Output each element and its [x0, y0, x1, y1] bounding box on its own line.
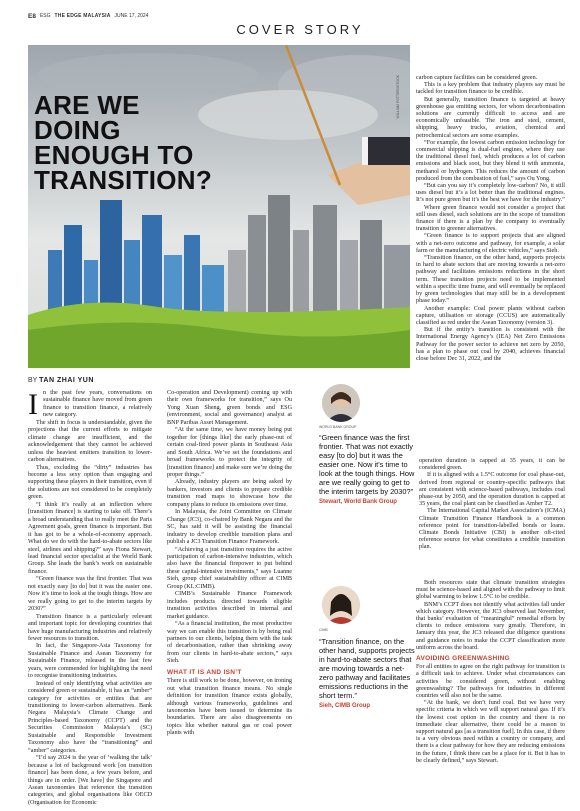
stewart-photo [322, 384, 360, 422]
paragraph: CIMB’s Sustainable Finance Framework includes products directed towards eligible transition activities described in internal and market guidance. [167, 591, 292, 620]
paragraph: But generally, transition finance is targeted at heavy greenhouse gas emitting sectors, for whom decarbonisation solutions are currently difficult to access and are economically unfeasible. The iron and steel, cement, shipping, heavy trucks, aviation, chemical and petrochemical sectors are some examples. [416, 96, 565, 139]
quote-text: “Transition finance, on the other hand, supports projects in hard-to-abate sectors that are moving towards a net-zero pathway and facilitates emissions reductions in the short term.” [319, 637, 415, 700]
paragraph: BNM’s CCPT does not identify what activities fall under which category. However, the JC3 observed last November, that banks’ evaluation of “meaningful” remedial efforts by clients to reduce emissions vary greatly. Therefore, in January this year, the JC3 released due diligence questions and guidance notes to make the CCPT classification more uniform across the board. [416, 601, 565, 651]
paragraph: Co-operation and Development) coming up with their own frameworks for transition,” says Ou Yong Xuan Sheng, green bonds and ESG (environment, social and governance) analyst at BNP Paribas Asset Management. [167, 390, 292, 426]
sieh-photo [322, 586, 360, 624]
page-number: E8 [28, 12, 36, 20]
paragraph: carbon capture facilities can be considered green. [416, 75, 538, 81]
paragraph: Transition finance is a particularly relevant and important topic for developing countries that have huge manufacturing industries and relatively fewer resources to transition. [28, 613, 152, 642]
paragraph: Where green finance would not consider a project that still uses diesel, such solutions are in the scope of transition finance if there is a plan by the company to eventually transition to greener alternatives. [416, 204, 565, 233]
paragraph: In Malaysia, the Joint Committee on Climate Change (JC3), co-chaired by Bank Negara and the SC, has said it will be assisting the financial industry to develop credible transition plans and publish a JC3 Transition Finance Framework. [167, 509, 292, 546]
section-label: COVER STORY [236, 22, 364, 37]
paragraph: n the past few years, conversations on sustainable finance have moved from green finance to transition finance, a relatively new category. [43, 390, 152, 419]
paragraph: Thus, excluding the “dirty” industries has become a less sexy option than engaging and supporting these players in their transition, even if the solutions are not considered to be completely green. [28, 464, 152, 501]
paragraph: Both resources state that climate transition strategies must be science-based and aligned with the pathway to limit global warming to below 1.5°C to be credible. [416, 580, 565, 601]
paragraph: “Achieving a just transition requires the active participation of carbon-intensive industries, which also have the financial firepower to put behind these capital-intensive investments,” says Luanne Sieh, group chief sustainability officer at CIMB Group (KL:CIMB). [167, 546, 292, 590]
paragraph: operation duration is capped at 35 years, it can be considered green. [419, 458, 565, 472]
paragraph: Instead of only identifying what activities are considered green or sustainable, it has an “amber” category for activities or entities that are transitioning to lower-carbon alternatives. Bank Negara Malaysia’s Climate Change and Principles-based Taxonomy (CCPT) and the Securities Commission Malaysia’s (SC) Sustainable and Responsible Investment Taxonomy also have the “transitioning” and “amber” categories. [28, 680, 152, 754]
paragraph: But if the entity’s transition is consistent with the International Energy Agency’s (IEA) Net Zero Emissions Pathway for the power sector to achieve net zero by 2050, has a plan to phase out coal by 2040, achieves financial close before Dec 31, 2022, and the [416, 327, 565, 362]
quote-attribution: Sieh, CIMB Group [319, 703, 370, 709]
paragraph: Another example: Coal power plants without carbon capture, utilisation or storage (CCUS) are automatically classified as red under the Asean Taxonomy (version 3). [416, 305, 565, 326]
paragraph: The International Capital Market Association’s (ICMA) Climate Transition Finance Handbook is a common reference point for transition-labelled bonds or loans. Climate Bonds Initiative (CBI) is another oft-cited reference source for what constitutes a credible transition plan. [419, 508, 565, 551]
paragraph: “Transition finance, on the other hand, supports projects in hard to abate sectors that are moving towards a net-zero pathway and facilitates emissions reductions in the short term. These transition projects need to be implemented within a specific time frame, and will eventually be replaced by green technologies that may still be in a development phase today.” [416, 255, 565, 305]
byline-prefix: BY [28, 377, 38, 384]
paragraph: “As a financial institution, the most productive way we can enable this transition is by being real partners to our clients, helping them with the task of decarbonisation, rather than shrinking away from our clients in hard-to-abate sectors,” says Sieh. [167, 621, 292, 665]
article-column-4a [419, 458, 565, 552]
paragraph: “I think it’s really at an inflection where [transition finance] is starting to take off. There’s a broad understanding that to really meet the Paris Agreement goals, green finance is important. But it has got to be a whole-of-economy approach. What do we do with the hard-to-abate sectors like steel, airlines and shipping?” says Fiona Stewart, lead financial sector specialist at the World Bank Group. She leads the bank’s work on sustainable finance. [28, 501, 152, 575]
article-column-2 [167, 390, 292, 738]
issue-date: JUNE 17, 2024 [114, 13, 149, 19]
subheading: WHAT IT IS AND ISN’T [167, 668, 242, 676]
paragraph: This is a key problem that industry players say must be tackled for transition finance to be credible. [416, 82, 565, 96]
byline-author: TAN ZHAI YUN [39, 377, 94, 384]
paragraph: “I’d say 2024 is the year of ‘walking the talk’ because a lot of background work [on transition finance] has been done, a few years before, and things are in order. [We have] the Singapore and Asean taxonomies that reference the transition categories, and global organisations like OECD (Organisation for Economic [28, 755, 152, 806]
article-column-4b [416, 580, 565, 765]
byline [28, 377, 94, 384]
paragraph: For all entities to agree on the right pathway for transition is a difficult task to achieve. Under what circumstances can activities be considered green, without enabling greenwashing? The pathways for industries in different countries will also not be the same. [416, 664, 565, 700]
photo-credit: WILLIAM POTTER/ISTOCK [396, 75, 400, 119]
section-name: ESG [39, 13, 51, 19]
pull-quote-stewart [319, 433, 415, 507]
paragraph: “At the bank, we don’t fund coal. But we have very specific criteria in which we will support natural gas. If it’s the lowest cost option in the country and there is no immediate clear alternative, there could be a reason to support natural gas [as a transition fuel]. In this case, if there is a very obvious need within a country or company, and there is a clear pathway for how they are reducing emissions in the future, I think there can be a place for it. But it has to be clearly defined,” says Stewart. [416, 700, 565, 764]
paragraph: “For example, the lowest carbon emission technology for commercial shipping is dual-fuel engines, where they use the traditional diesel fuel, which produces a lot of carbon emissions and black soot, but they blend it with ammonia, methanol or hydrogen. This reduces the amount of carbon produced from the combustion of fuel,” says Ou Yong. [416, 139, 565, 182]
photo-caption: WORLD BANK GROUP [319, 425, 357, 429]
article-column-3 [416, 75, 565, 363]
drop-cap: I [28, 388, 38, 421]
paragraph: “Green finance is to support projects that are aligned with a net-zero outcome and pathway, for example, a solar farm or the manufacturing of electric vehicles,” says Sieh. [416, 233, 565, 254]
paragraph: The shift in focus is understandable, given the projections that the current efforts to mitigate climate change are insufficient, and the acknowledgement that they cannot be achieved unless the heaviest emitters transition to lower-carbon alternatives. [28, 419, 152, 464]
paragraph: “At the same time, we have money being put together for [things like] the early phase-out of certain coal-fired power plants in Southeast Asia and South Africa. We’ve set the foundations and broad frameworks to protect the integrity of [transition finance] and make sure we’re doing the proper things.” [167, 427, 292, 478]
paragraph: There is still work to be done, however, on ironing out what transition finance means. No single definition for transition finance exists globally, although various frameworks, guidelines and taxonomies have been issued to determine its boundaries. There are also disagreements on topics like whether natural gas or coal power plants with [167, 678, 292, 737]
pull-quote-sieh [319, 637, 415, 711]
page-header [28, 10, 558, 22]
paragraph: “Green finance was the first frontier. That was not exactly easy [to do] but it was the easier one. Now it’s time to look at the tough things. How are we really going to get to the interim targets by 2030?” [28, 576, 152, 613]
paragraph: Already, industry players are being asked by bankers, investors and clients to prepare credible transition road maps to showcase how the company plans to reduce its emissions over time. [167, 479, 292, 508]
paragraph: In fact, the Singapore-Asia Taxonomy for Sustainable Finance and Asean Taxonomy for Sustainable Finance, released in the last few years, were commended for highlighting the need to recognise transitioning industries. [28, 643, 152, 680]
subheading: AVOIDING GREENWASHING [416, 655, 510, 663]
article-column-1 [28, 390, 152, 807]
headline: ARE WE DOING ENOUGH TO TRANSITION? [34, 90, 213, 195]
quote-text: “Green finance was the first frontier. That was not exactly easy [to do] but it was the easier one. Now it’s time to look at the tough things. How are we really going to get to the interim targets by 2030?” [319, 433, 415, 496]
paragraph: If it is aligned with a 1.5°C outcome for coal phase-out, derived from regional or country-specific pathways that are consistent with science-based pathways, includes coal phase-out by 2050, and the operation duration is capped at 35 years, the coal plant can be classified as Amber T2. [419, 472, 565, 508]
publication-name: THE EDGE MALAYSIA [54, 13, 111, 19]
photo-caption: CIMB [319, 628, 328, 632]
paragraph: “But can you say it’s completely low-carbon? No, it still uses diesel but it’s a lot better than the traditional engines. It’s not pure green but it’s the best we have for the industry.” [416, 183, 565, 204]
quote-attribution: Stewart, World Bank Group [319, 499, 397, 505]
